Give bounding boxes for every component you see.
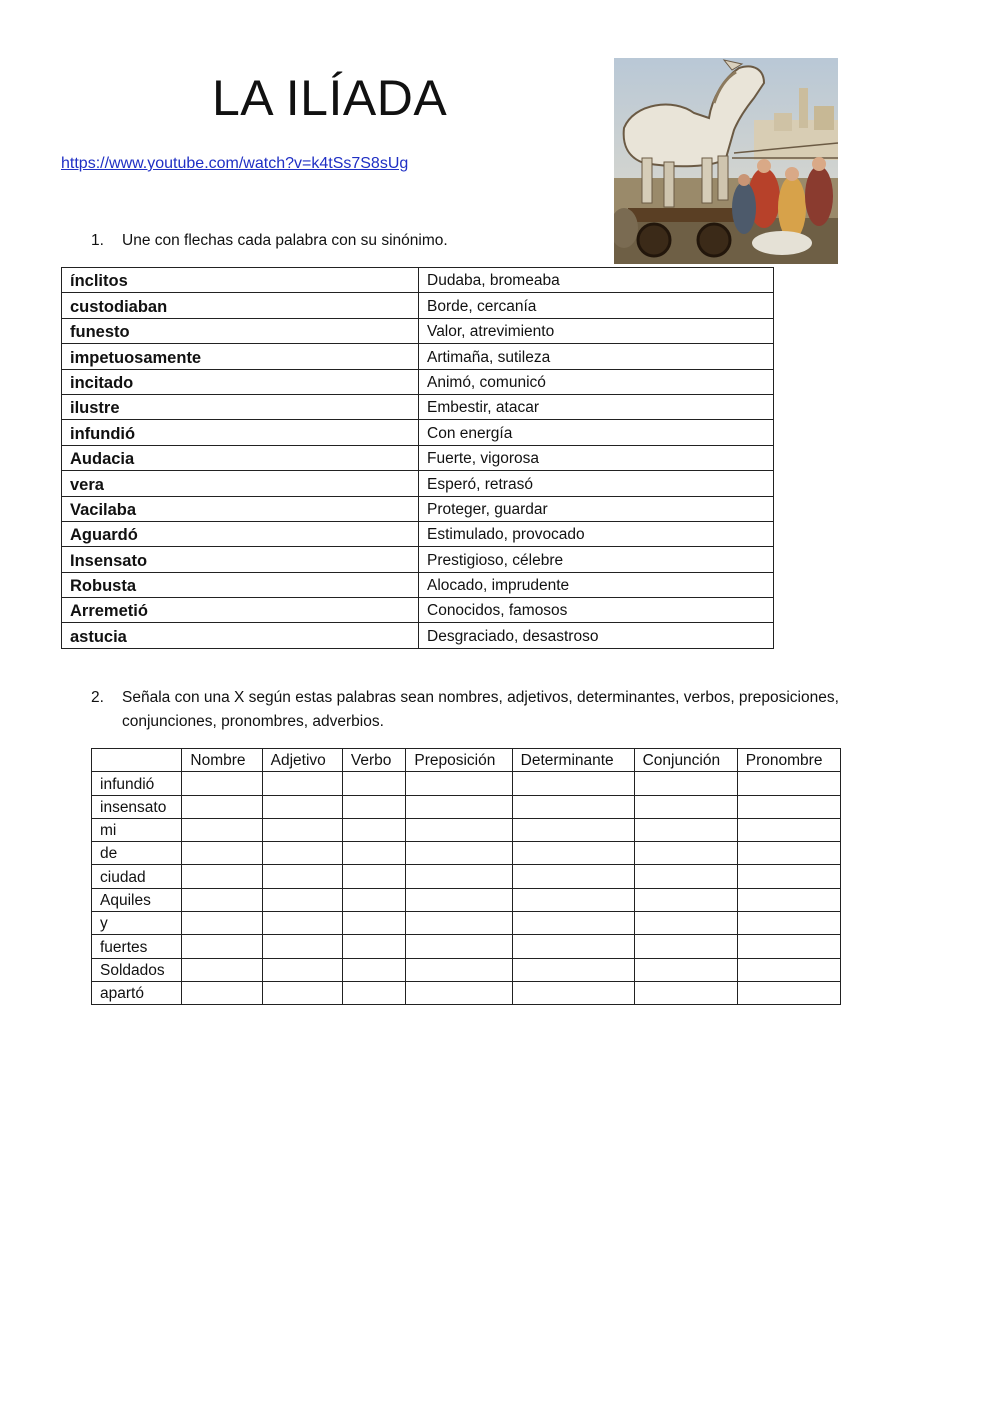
table-row <box>62 623 774 648</box>
answer-cell[interactable] <box>182 795 262 818</box>
answer-cell[interactable] <box>634 818 737 841</box>
word-cell: fuertes <box>92 935 182 958</box>
answer-cell[interactable] <box>634 912 737 935</box>
answer-cell[interactable] <box>406 935 512 958</box>
answer-cell[interactable] <box>262 772 342 795</box>
word-cell: Audacia <box>62 445 419 470</box>
synonym-cell: Alocado, imprudente <box>419 572 774 597</box>
answer-cell[interactable] <box>342 888 405 911</box>
answer-cell[interactable] <box>512 818 634 841</box>
table-row <box>62 268 774 293</box>
answer-cell[interactable] <box>262 981 342 1004</box>
question-number: 1. <box>91 232 104 249</box>
table-row <box>92 912 841 935</box>
column-header: Pronombre <box>737 749 840 772</box>
answer-cell[interactable] <box>182 912 262 935</box>
word-cell: insensato <box>92 795 182 818</box>
synonym-cell: Con energía <box>419 420 774 445</box>
answer-cell[interactable] <box>262 912 342 935</box>
answer-cell[interactable] <box>634 772 737 795</box>
word-cell: impetuosamente <box>62 344 419 369</box>
table-row <box>62 394 774 419</box>
word-cell: Arremetió <box>62 598 419 623</box>
answer-cell[interactable] <box>406 865 512 888</box>
table-row <box>92 795 841 818</box>
table-row <box>92 888 841 911</box>
answer-cell[interactable] <box>262 958 342 981</box>
table-row <box>92 842 841 865</box>
table-header-row <box>92 749 841 772</box>
question-text-line-1: Señala con una X según estas palabras sean nombres, adjetivos, determinantes, verbos, preposiciones, <box>122 689 839 706</box>
answer-cell[interactable] <box>182 981 262 1004</box>
answer-cell[interactable] <box>342 842 405 865</box>
table-row <box>92 818 841 841</box>
table-row <box>92 865 841 888</box>
word-cell: Soldados <box>92 958 182 981</box>
synonym-cell: Estimulado, provocado <box>419 521 774 546</box>
table-row <box>62 344 774 369</box>
table-row <box>62 572 774 597</box>
answer-cell[interactable] <box>737 865 840 888</box>
page-title: LA ILÍADA <box>212 70 448 126</box>
answer-cell[interactable] <box>737 842 840 865</box>
answer-cell[interactable] <box>406 795 512 818</box>
synonym-cell: Artimaña, sutileza <box>419 344 774 369</box>
question-number: 2. <box>91 689 104 706</box>
answer-cell[interactable] <box>342 935 405 958</box>
answer-cell[interactable] <box>342 958 405 981</box>
answer-cell[interactable] <box>634 795 737 818</box>
answer-cell[interactable] <box>182 935 262 958</box>
answer-cell[interactable] <box>737 981 840 1004</box>
table-row <box>92 958 841 981</box>
header-empty-cell <box>92 749 182 772</box>
synonym-cell: Esperó, retrasó <box>419 471 774 496</box>
answer-cell[interactable] <box>737 772 840 795</box>
question-2 <box>91 686 911 736</box>
answer-cell[interactable] <box>182 772 262 795</box>
word-cell: y <box>92 912 182 935</box>
answer-cell[interactable] <box>406 842 512 865</box>
word-cell: infundió <box>62 420 419 445</box>
table-row <box>62 445 774 470</box>
word-cell: astucia <box>62 623 419 648</box>
answer-cell[interactable] <box>512 772 634 795</box>
answer-cell[interactable] <box>342 795 405 818</box>
youtube-link[interactable]: https://www.youtube.com/watch?v=k4tSs7S8sUg <box>61 155 409 172</box>
word-cell: infundió <box>92 772 182 795</box>
table-row <box>62 293 774 318</box>
answer-cell[interactable] <box>262 865 342 888</box>
synonym-cell: Borde, cercanía <box>419 293 774 318</box>
answer-cell[interactable] <box>342 912 405 935</box>
answer-cell[interactable] <box>512 888 634 911</box>
question-1 <box>91 229 651 253</box>
synonym-cell: Fuerte, vigorosa <box>419 445 774 470</box>
word-cell: funesto <box>62 318 419 343</box>
answer-cell[interactable] <box>342 818 405 841</box>
column-header: Verbo <box>342 749 405 772</box>
answer-cell[interactable] <box>737 935 840 958</box>
answer-cell[interactable] <box>737 888 840 911</box>
answer-cell[interactable] <box>634 935 737 958</box>
word-cell: incitado <box>62 369 419 394</box>
answer-cell[interactable] <box>262 818 342 841</box>
table-row <box>62 471 774 496</box>
answer-cell[interactable] <box>342 865 405 888</box>
column-header: Preposición <box>406 749 512 772</box>
answer-cell[interactable] <box>634 888 737 911</box>
answer-cell[interactable] <box>512 912 634 935</box>
answer-cell[interactable] <box>634 842 737 865</box>
answer-cell[interactable] <box>406 958 512 981</box>
answer-cell[interactable] <box>512 935 634 958</box>
word-cell: Aquiles <box>92 888 182 911</box>
column-header: Nombre <box>182 749 262 772</box>
answer-cell[interactable] <box>512 958 634 981</box>
synonyms-table <box>61 267 774 649</box>
word-cell: custodiaban <box>62 293 419 318</box>
word-cell: Aguardó <box>62 521 419 546</box>
word-cell: apartó <box>92 981 182 1004</box>
column-header: Determinante <box>512 749 634 772</box>
column-header: Adjetivo <box>262 749 342 772</box>
answer-cell[interactable] <box>406 912 512 935</box>
answer-cell[interactable] <box>262 888 342 911</box>
answer-cell[interactable] <box>737 958 840 981</box>
synonym-cell: Valor, atrevimiento <box>419 318 774 343</box>
answer-cell[interactable] <box>634 981 737 1004</box>
synonym-cell: Embestir, atacar <box>419 394 774 419</box>
word-cell: ínclitos <box>62 268 419 293</box>
answer-cell[interactable] <box>634 865 737 888</box>
word-cell: Robusta <box>62 572 419 597</box>
answer-cell[interactable] <box>406 888 512 911</box>
answer-cell[interactable] <box>406 772 512 795</box>
synonym-cell: Proteger, guardar <box>419 496 774 521</box>
synonym-cell: Dudaba, bromeaba <box>419 268 774 293</box>
word-cell: Insensato <box>62 547 419 572</box>
word-cell: ciudad <box>92 865 182 888</box>
answer-cell[interactable] <box>262 795 342 818</box>
answer-cell[interactable] <box>262 935 342 958</box>
answer-cell[interactable] <box>182 865 262 888</box>
synonym-cell: Conocidos, famosos <box>419 598 774 623</box>
table-row <box>92 981 841 1004</box>
synonym-cell: Desgraciado, desastroso <box>419 623 774 648</box>
answer-cell[interactable] <box>182 958 262 981</box>
answer-cell[interactable] <box>512 795 634 818</box>
answer-cell[interactable] <box>262 842 342 865</box>
answer-cell[interactable] <box>737 795 840 818</box>
synonym-cell: Prestigioso, célebre <box>419 547 774 572</box>
table-row <box>62 318 774 343</box>
answer-cell[interactable] <box>182 818 262 841</box>
table-row <box>62 547 774 572</box>
word-cell: vera <box>62 471 419 496</box>
answer-cell[interactable] <box>512 842 634 865</box>
table-row <box>62 496 774 521</box>
table-row <box>62 420 774 445</box>
word-classification-table <box>91 748 841 1005</box>
answer-cell[interactable] <box>512 981 634 1004</box>
answer-cell[interactable] <box>406 818 512 841</box>
question-text-line-2: conjunciones, pronombres, adverbios. <box>122 713 384 730</box>
table-row <box>62 369 774 394</box>
answer-cell[interactable] <box>182 842 262 865</box>
answer-cell[interactable] <box>737 912 840 935</box>
answer-cell[interactable] <box>342 981 405 1004</box>
answer-cell[interactable] <box>406 981 512 1004</box>
word-cell: ilustre <box>62 394 419 419</box>
word-cell: Vacilaba <box>62 496 419 521</box>
answer-cell[interactable] <box>512 865 634 888</box>
table-row <box>92 935 841 958</box>
table-row <box>62 521 774 546</box>
answer-cell[interactable] <box>634 958 737 981</box>
table-row <box>92 772 841 795</box>
word-cell: de <box>92 842 182 865</box>
question-text: Une con flechas cada palabra con su sinónimo. <box>122 232 448 249</box>
table-row <box>62 598 774 623</box>
answer-cell[interactable] <box>737 818 840 841</box>
word-cell: mi <box>92 818 182 841</box>
answer-cell[interactable] <box>182 888 262 911</box>
answer-cell[interactable] <box>342 772 405 795</box>
column-header: Conjunción <box>634 749 737 772</box>
synonym-cell: Animó, comunicó <box>419 369 774 394</box>
